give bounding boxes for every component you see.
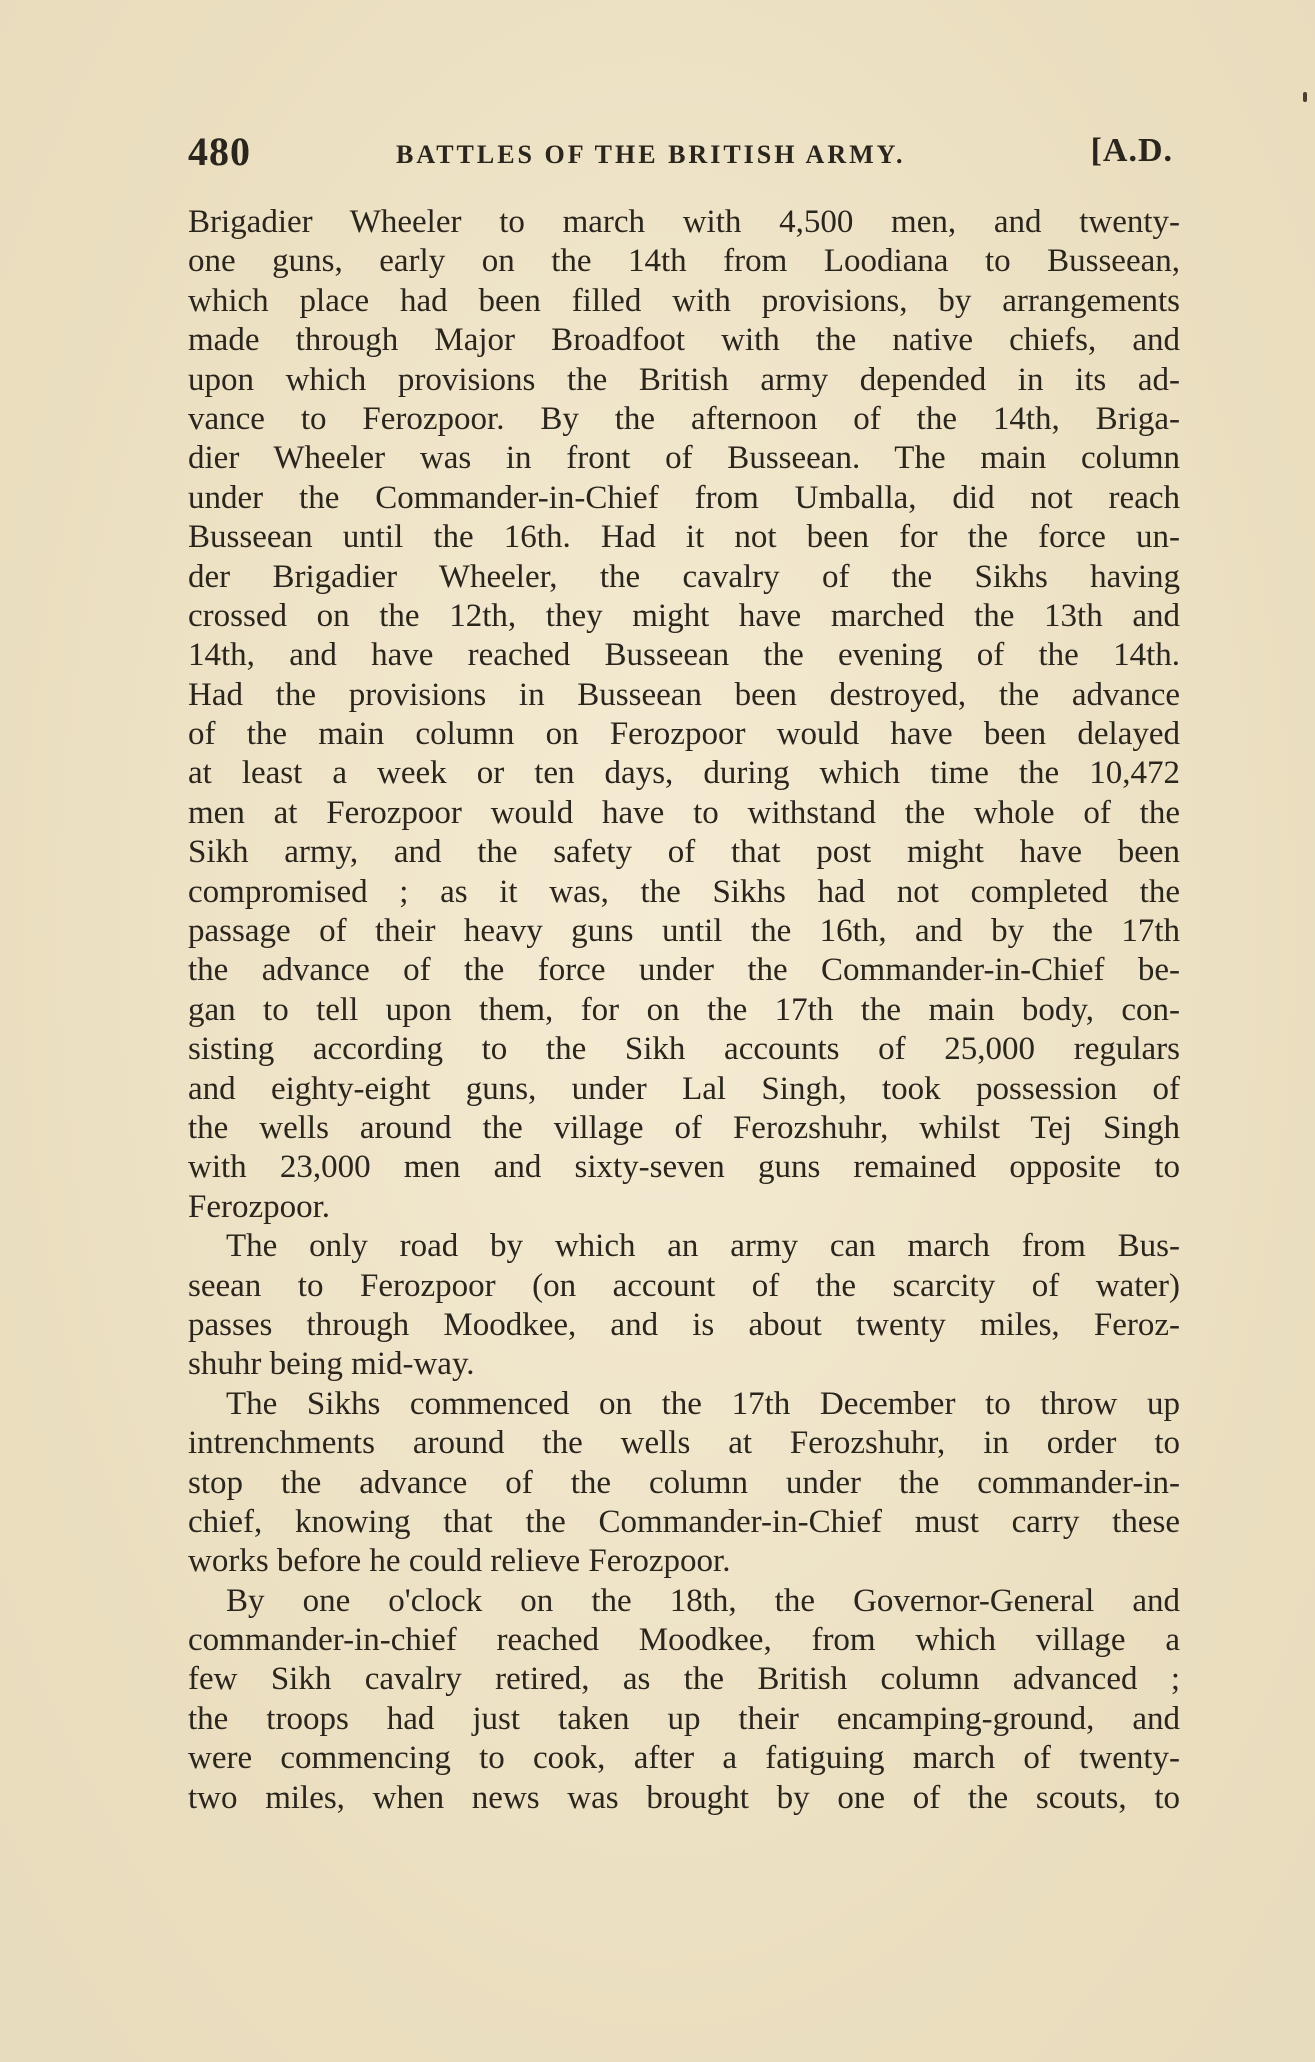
text-line: crossed on the 12th, they might have marched the 13th and [188, 597, 1180, 634]
text-line: The Sikhs commenced on the 17th December to throw up [226, 1385, 1180, 1422]
running-head: BATTLES OF THE BRITISH ARMY. [396, 140, 906, 169]
text-line: passage of their heavy guns until the 16th, and by the 17th [188, 913, 1180, 950]
text-line: Sikh army, and the safety of that post might have been [188, 834, 1180, 871]
text-line: works before he could relieve Ferozpoor. [188, 1543, 731, 1580]
text-line: By one o'clock on the 18th, the Governor-General and [226, 1582, 1180, 1619]
page-header [188, 128, 1173, 184]
text-line: shuhr being mid-way. [188, 1346, 475, 1383]
text-line: compromised ; as it was, the Sikhs had not completed the [188, 873, 1180, 910]
text-line: men at Ferozpoor would have to withstand the whole of the [188, 794, 1180, 831]
text-line: The only road by which an army can march from Bus- [226, 1228, 1180, 1265]
text-line: stop the advance of the column under the commander-in- [188, 1464, 1180, 1501]
text-line: of the main column on Ferozpoor would have been delayed [188, 716, 1180, 753]
text-line: with 23,000 men and sixty-seven guns remained opposite to [188, 1149, 1180, 1186]
text-line: the troops had just taken up their encamping-ground, and [188, 1700, 1180, 1737]
text-line: Brigadier Wheeler to march with 4,500 men, and twenty- [188, 204, 1180, 240]
text-line: chief, knowing that the Commander-in-Chief must carry these [188, 1503, 1180, 1540]
text-line: which place had been filled with provisions, by arrangements [188, 282, 1180, 319]
text-line: one guns, early on the 14th from Loodiana to Busseean, [188, 243, 1180, 280]
text-line: and eighty-eight guns, under Lal Singh, took possession of [188, 1070, 1180, 1107]
body-text [188, 203, 1180, 1818]
text-line: two miles, when news was brought by one of the scouts, to [188, 1779, 1180, 1816]
text-line: sisting according to the Sikh accounts of 25,000 regulars [188, 1031, 1180, 1068]
text-line: few Sikh cavalry retired, as the British column advanced ; [188, 1661, 1180, 1698]
ink-speck [1303, 92, 1307, 102]
text-line: Ferozpoor. [188, 1188, 331, 1225]
text-line: gan to tell upon them, for on the 17th the main body, con- [188, 991, 1180, 1028]
text-line: intrenchments around the wells at Ferozshuhr, in order to [188, 1425, 1180, 1462]
text-line: at least a week or ten days, during which time the 10,472 [188, 755, 1180, 792]
text-line: seean to Ferozpoor (on account of the scarcity of water) [188, 1267, 1180, 1304]
text-line: 14th, and have reached Busseean the evening of the 14th. [188, 637, 1180, 674]
text-line: made through Major Broadfoot with the native chiefs, and [188, 322, 1180, 359]
text-line: dier Wheeler was in front of Busseean. The main column [188, 440, 1180, 477]
text-line: der Brigadier Wheeler, the cavalry of the Sikhs having [188, 558, 1180, 595]
text-line: the advance of the force under the Commander-in-Chief be- [188, 952, 1180, 989]
text-line: Had the provisions in Busseean been destroyed, the advance [188, 676, 1180, 713]
text-line: passes through Moodkee, and is about twenty miles, Feroz- [188, 1306, 1180, 1343]
text-line: commander-in-chief reached Moodkee, from which village a [188, 1622, 1180, 1659]
era-mark: [A.D. [1090, 132, 1173, 169]
text-line: under the Commander-in-Chief from Umballa, did not reach [188, 479, 1180, 516]
text-line: upon which provisions the British army depended in its ad- [188, 361, 1180, 398]
text-line: the wells around the village of Ferozshuhr, whilst Tej Singh [188, 1109, 1180, 1146]
text-line: were commencing to cook, after a fatiguing march of twenty- [188, 1740, 1180, 1777]
text-line: vance to Ferozpoor. By the afternoon of the 14th, Briga- [188, 400, 1180, 437]
page-number: 480 [188, 129, 251, 174]
text-line: Busseean until the 16th. Had it not been for the force un- [188, 519, 1180, 556]
